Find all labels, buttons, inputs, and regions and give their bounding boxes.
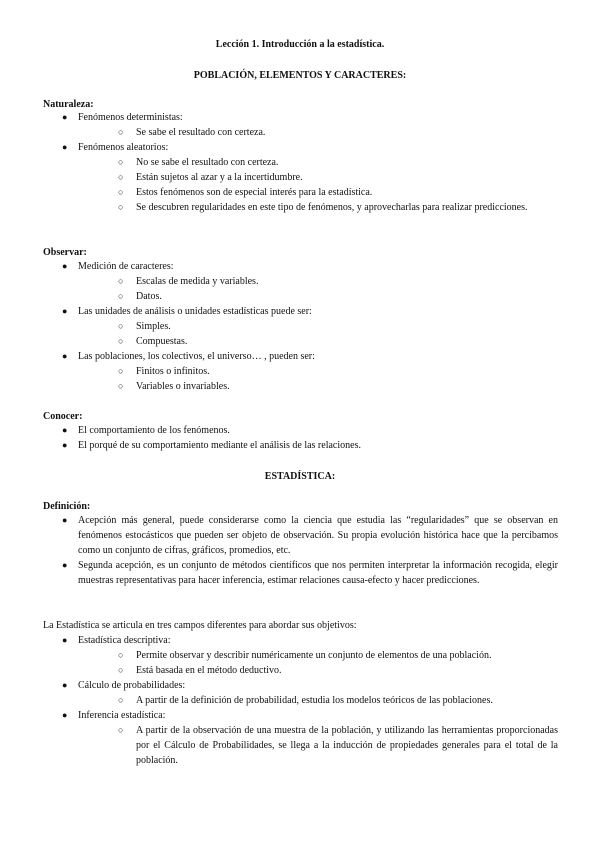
heading-observar: Observar: bbox=[43, 247, 87, 258]
sub-list-item bbox=[118, 723, 558, 768]
list-item-text: El porqué de su comportamiento mediante el análisis de las relaciones. bbox=[78, 440, 361, 451]
circle-bullet-icon: ○ bbox=[118, 665, 124, 675]
list-item bbox=[60, 140, 558, 215]
bullet-icon: ● bbox=[62, 306, 68, 316]
sub-list-item bbox=[118, 155, 558, 170]
bullet-icon: ● bbox=[62, 515, 68, 525]
sub-list-item bbox=[118, 200, 558, 215]
list-item-label: Las poblaciones, los colectivos, el universo… , pueden ser: bbox=[78, 351, 315, 362]
bullet-icon: ● bbox=[62, 425, 68, 435]
circle-bullet-icon: ○ bbox=[118, 336, 124, 346]
bullet-icon: ● bbox=[62, 560, 68, 570]
list-item bbox=[60, 259, 558, 304]
list-item-label: Inferencia estadística: bbox=[78, 710, 166, 721]
sub-list-item bbox=[118, 170, 558, 185]
list-item-text: Acepción más general, puede considerarse como la ciencia que estudia las “regularidades” que se observan en fenómenos estocásticos que pueden ser objeto de observación. Su propia evolución histórica hace que la percibamos como un conjunto de cifras, gráficos, promedios, etc. bbox=[78, 515, 558, 556]
sub-list-item bbox=[118, 125, 558, 140]
sub-item-text: Estos fenómenos son de especial interés para la estadística. bbox=[136, 187, 373, 198]
sub-item-text: A partir de la definición de probabilidad, estudia los modelos teóricos de las poblaciones. bbox=[136, 695, 493, 706]
sub-item-text: Finitos o infinitos. bbox=[136, 366, 210, 377]
bullet-icon: ● bbox=[62, 261, 68, 271]
list-item bbox=[60, 558, 558, 588]
sub-item-text: No se sabe el resultado con certeza. bbox=[136, 157, 279, 168]
sub-list-item bbox=[118, 364, 558, 379]
sub-list-item bbox=[118, 319, 558, 334]
sub-item-text: Se sabe el resultado con certeza. bbox=[136, 127, 266, 138]
list-item bbox=[60, 678, 558, 708]
circle-bullet-icon: ○ bbox=[118, 650, 124, 660]
list-item-label: Fenómenos aleatorios: bbox=[78, 142, 169, 153]
list-item-text: Segunda acepción, es un conjunto de métodos científicos que nos permiten interpretar la información recogida, elegir muestras representativas para hacer inferencia, estimar relaciones causa-efecto y hacer predicciones. bbox=[78, 560, 558, 586]
circle-bullet-icon: ○ bbox=[118, 381, 124, 391]
list-item bbox=[60, 438, 558, 453]
heading-conocer: Conocer: bbox=[43, 411, 83, 422]
list-campos bbox=[60, 633, 558, 768]
list-item bbox=[60, 110, 558, 140]
sub-item-text: Variables o invariables. bbox=[136, 381, 230, 392]
list-item bbox=[60, 708, 558, 768]
paragraph-campos: La Estadística se articula en tres campos diferentes para abordar sus objetivos: bbox=[43, 620, 357, 631]
heading-definicion: Definición: bbox=[43, 501, 91, 512]
list-item-label: Las unidades de análisis o unidades estadísticas puede ser: bbox=[78, 306, 312, 317]
bullet-icon: ● bbox=[62, 142, 68, 152]
sub-item-text: Permite observar y describir numéricamente un conjunto de elementos de una población. bbox=[136, 650, 492, 661]
sub-list-item bbox=[118, 289, 558, 304]
lesson-title: Lección 1. Introducción a la estadística. bbox=[215, 39, 385, 50]
circle-bullet-icon: ○ bbox=[118, 172, 124, 182]
list-conocer bbox=[60, 423, 558, 453]
sub-list-item bbox=[118, 663, 558, 678]
bullet-icon: ● bbox=[62, 440, 68, 450]
section-heading-estadistica: ESTADÍSTICA: bbox=[264, 471, 336, 482]
circle-bullet-icon: ○ bbox=[118, 276, 124, 286]
circle-bullet-icon: ○ bbox=[118, 187, 124, 197]
sub-list-item bbox=[118, 379, 558, 394]
section-heading-poblacion: POBLACIÓN, ELEMENTOS Y CARACTERES: bbox=[193, 70, 407, 81]
circle-bullet-icon: ○ bbox=[118, 321, 124, 331]
sub-list-item bbox=[118, 185, 558, 200]
list-item-label: Fenómenos deterministas: bbox=[78, 112, 183, 123]
bullet-icon: ● bbox=[62, 351, 68, 361]
list-item bbox=[60, 513, 558, 558]
list-item-label: Cálculo de probabilidades: bbox=[78, 680, 186, 691]
list-item-text: El comportamiento de los fenómenos. bbox=[78, 425, 230, 436]
list-item bbox=[60, 349, 558, 394]
list-item bbox=[60, 304, 558, 349]
circle-bullet-icon: ○ bbox=[118, 695, 124, 705]
sub-item-text: Datos. bbox=[136, 291, 162, 302]
sub-item-text: Compuestas. bbox=[136, 336, 188, 347]
bullet-icon: ● bbox=[62, 635, 68, 645]
bullet-icon: ● bbox=[62, 680, 68, 690]
list-item bbox=[60, 633, 558, 678]
circle-bullet-icon: ○ bbox=[118, 127, 124, 137]
sub-item-text: Escalas de medida y variables. bbox=[136, 276, 259, 287]
circle-bullet-icon: ○ bbox=[118, 157, 124, 167]
heading-naturaleza: Naturaleza: bbox=[43, 99, 94, 110]
bullet-icon: ● bbox=[62, 112, 68, 122]
circle-bullet-icon: ○ bbox=[118, 291, 124, 301]
list-item-label: Medición de caracteres: bbox=[78, 261, 174, 272]
sub-list-item bbox=[118, 274, 558, 289]
list-item-label: Estadística descriptiva: bbox=[78, 635, 171, 646]
sub-list-item bbox=[118, 648, 558, 663]
sub-list-item bbox=[118, 693, 558, 708]
sub-list-item bbox=[118, 334, 558, 349]
bullet-icon: ● bbox=[62, 710, 68, 720]
sub-item-text: Están sujetos al azar y a la incertidumbre. bbox=[136, 172, 303, 183]
circle-bullet-icon: ○ bbox=[118, 725, 124, 735]
sub-item-text: Simples. bbox=[136, 321, 171, 332]
list-naturaleza bbox=[60, 110, 558, 215]
list-definicion bbox=[60, 513, 558, 588]
sub-item-text: Se descubren regularidades en este tipo de fenómenos, y aprovecharlas para realizar predicciones. bbox=[136, 202, 528, 213]
circle-bullet-icon: ○ bbox=[118, 202, 124, 212]
sub-item-text: A partir de la observación de una muestra de la población, y utilizando las herramientas proporcionadas por el Cálculo de Probabilidades, se llega a la inducción de propiedades generales para el total de la población. bbox=[136, 725, 558, 766]
list-item bbox=[60, 423, 558, 438]
circle-bullet-icon: ○ bbox=[118, 366, 124, 376]
sub-item-text: Está basada en el método deductivo. bbox=[136, 665, 282, 676]
list-observar bbox=[60, 259, 558, 394]
